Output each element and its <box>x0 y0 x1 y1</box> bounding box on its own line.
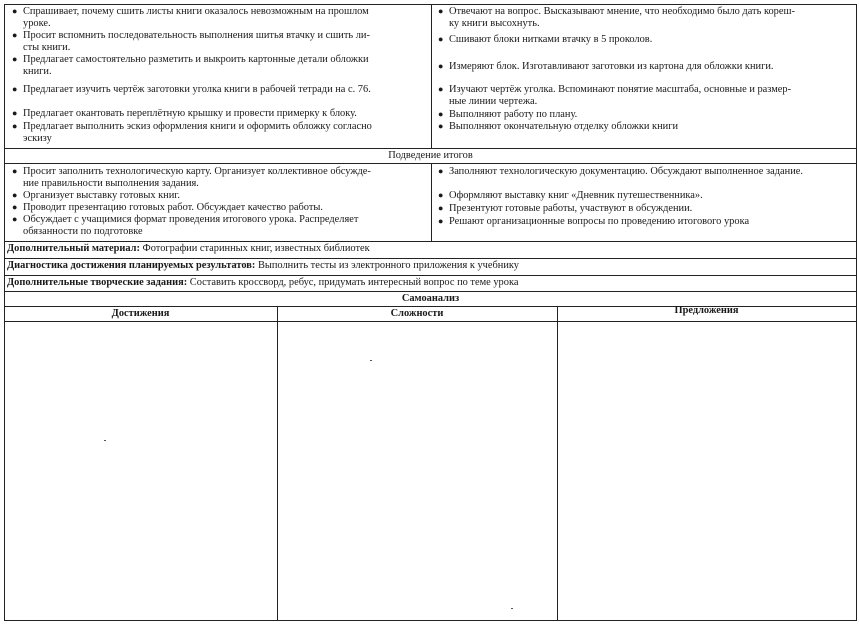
list-item: ● Оформляют выставку книг «Дневник путешественника». <box>438 190 703 201</box>
additional-material-label: Дополнительный материал: <box>7 243 140 254</box>
creative-tasks-text: Составить кроссворд, ребус, придумать интересный вопрос по теме урока <box>187 277 519 288</box>
row-divider <box>4 241 857 242</box>
list-item: ● Организует выставку готовых книг. <box>12 190 180 201</box>
row-divider <box>4 258 857 259</box>
table-border-bottom <box>4 620 857 621</box>
list-item: ● Отвечают на вопрос. Высказывают мнение, что необходимо было дать кореш- ку книги высохнуть. <box>438 6 795 29</box>
list-item: ● Выполняют окончательную отделку обложки книги <box>438 121 679 132</box>
creative-tasks-label: Дополнительные творческие задания: <box>7 277 188 288</box>
list-item: ● Заполняют технологическую документацию. Обсуждают выполненное задание. <box>438 166 803 177</box>
print-speck <box>370 360 372 361</box>
list-item: ● Сшивают блоки нитками втачку в 5 проколов. <box>438 34 653 45</box>
column-header-achievements: Достижения <box>111 308 170 319</box>
column-header-difficulties: Сложности <box>390 308 444 319</box>
column-header-suggestions: Предложения <box>674 305 739 316</box>
print-speck <box>511 608 513 609</box>
list-item: ● Просит вспомнить последовательность выполнения шитья втачку и сшить ли- сты книги. <box>12 30 370 53</box>
row-divider <box>4 275 857 276</box>
diagnostics-row <box>7 260 519 272</box>
list-item: ● Выполняют работу по плану. <box>438 109 578 120</box>
diagnostics-text: Выполнить тесты из электронного приложения к учебнику <box>255 260 520 271</box>
print-speck <box>104 440 106 441</box>
diagnostics-label: Диагностика достижения планируемых результатов: <box>7 260 256 271</box>
row-divider <box>4 291 857 292</box>
additional-material-text: Фотографии старинных книг, известных библиотек <box>139 243 370 254</box>
list-item: ● Обсуждает с учащимися формат проведения итогового урока. Распределяет обязанности по подготовке <box>12 214 359 237</box>
list-item: ● Предлагает изучить чертёж заготовки уголка книги в рабочей тетради на с. 76. <box>12 84 371 95</box>
column-divider-top <box>431 4 432 148</box>
table-border-right <box>856 4 857 621</box>
list-item: ● Предлагает выполнить эскиз оформления книги и оформить обложку согласно эскизу <box>12 121 372 144</box>
list-item: ● Предлагает окантовать переплётную крышку и провести примерку к блоку. <box>12 108 357 119</box>
list-item: ● Проводит презентацию готовых работ. Обсуждает качество работы. <box>12 202 323 213</box>
creative-tasks-row <box>7 277 518 289</box>
column-divider-analysis-1 <box>277 306 278 620</box>
self-analysis-title: Самоанализ <box>401 293 460 304</box>
list-item: ● Презентуют готовые работы, участвуют в обсуждении. <box>438 203 693 214</box>
list-item: ● Просит заполнить технологическую карту. Организует коллективное обсужде- ние правильности выполнения задания. <box>12 166 371 189</box>
additional-material-row <box>7 243 370 255</box>
summary-header: Подведение итогов <box>388 150 473 161</box>
list-item: ● Измеряют блок. Изготавливают заготовки из картона для обложки книги. <box>438 61 774 72</box>
column-divider-summary <box>431 163 432 241</box>
row-divider <box>4 321 857 322</box>
column-divider-analysis-2 <box>557 306 558 620</box>
list-item: ● Решают организационные вопросы по проведению итогового урока <box>438 216 750 227</box>
list-item: ● Изучают чертёж уголка. Вспоминают понятие масштаба, основные и размер- ные линии чертежа. <box>438 84 792 107</box>
list-item: ● Спрашивает, почему сшить листы книги оказалось невозможным на прошлом уроке. <box>12 6 369 29</box>
list-item: ● Предлагает самостоятельно разметить и выкроить картонные детали обложки книги. <box>12 54 369 77</box>
row-divider <box>4 148 857 149</box>
